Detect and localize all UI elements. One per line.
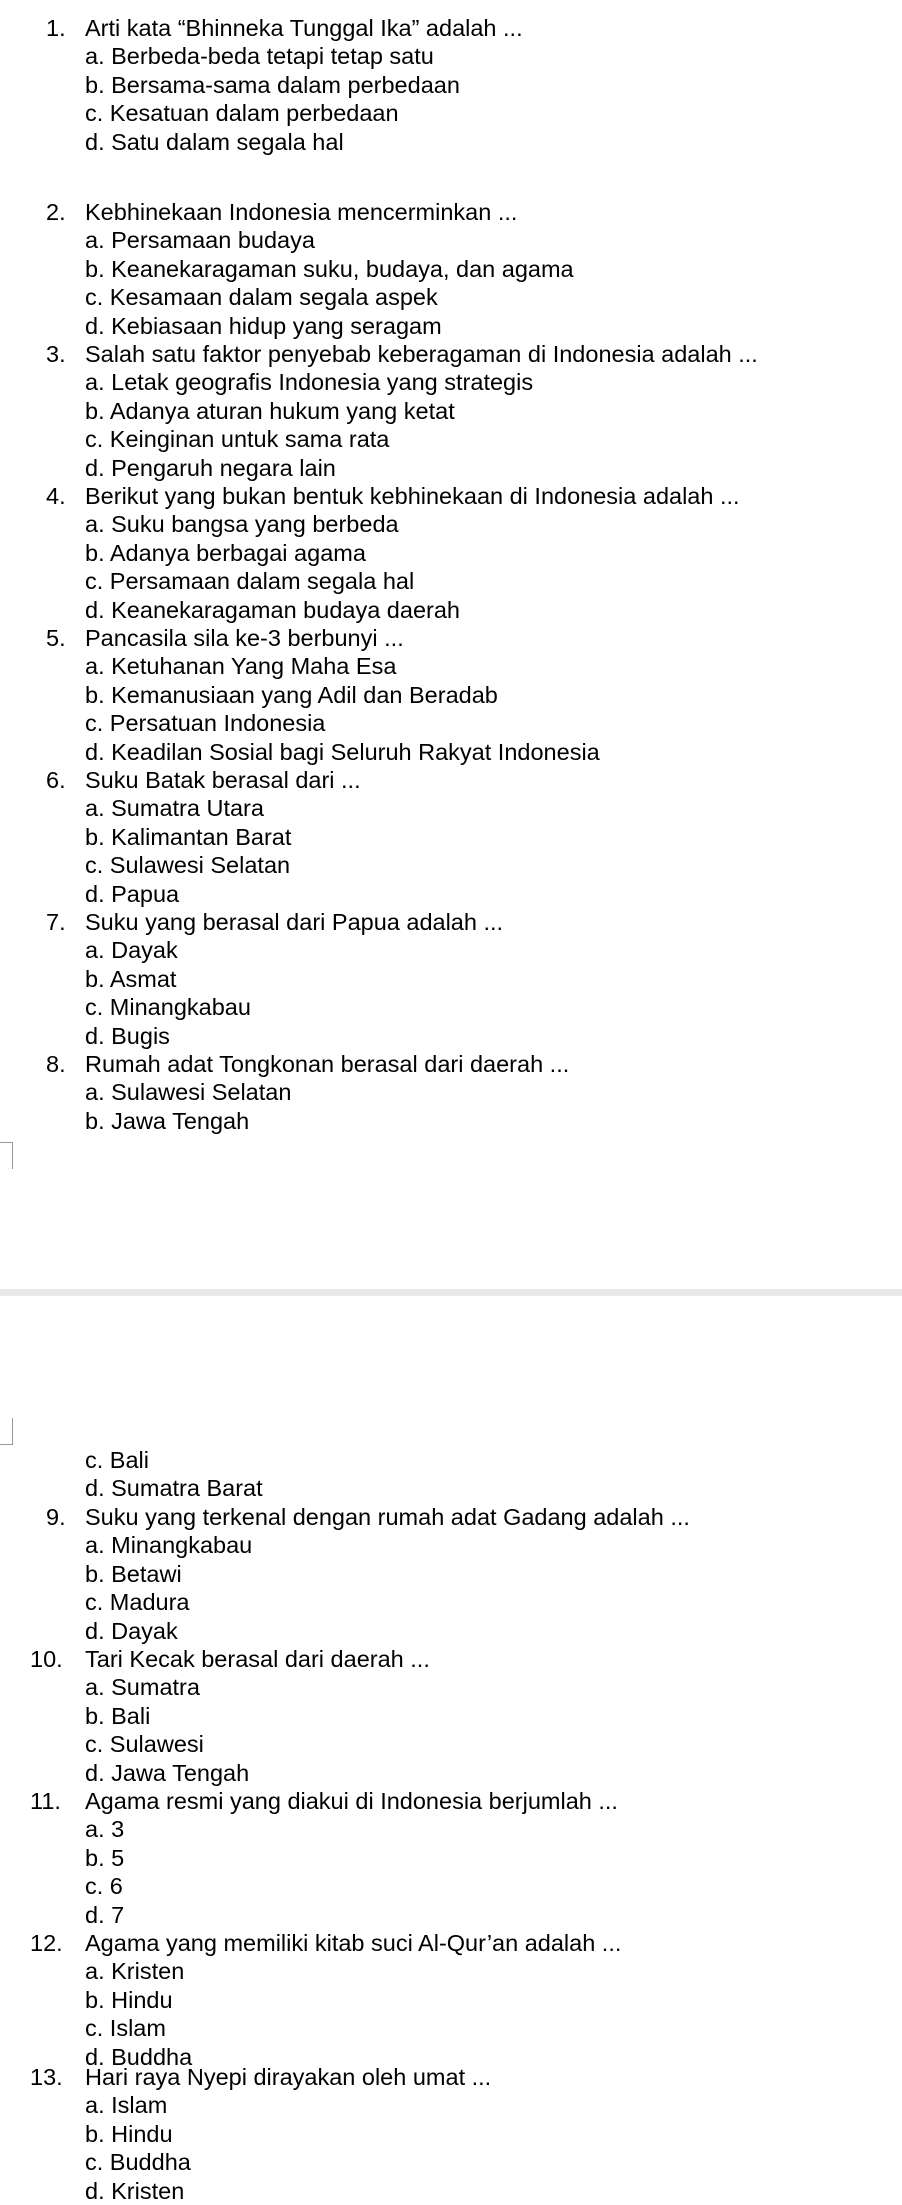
question-10 bbox=[0, 1645, 902, 1787]
option-a: a. Letak geografis Indonesia yang strategis bbox=[85, 369, 534, 396]
question-number: 10. bbox=[30, 1646, 63, 1672]
question-7 bbox=[0, 908, 902, 1050]
option-d: d. Buddha bbox=[85, 2043, 193, 2070]
question-text: Agama yang memiliki kitab suci Al-Qur’an adalah ... bbox=[85, 1930, 622, 1956]
question-number: 4. bbox=[46, 483, 66, 509]
option-a: a. Berbeda-beda tetapi tetap satu bbox=[85, 43, 434, 70]
question-text: Kebhinekaan Indonesia mencerminkan ... bbox=[85, 199, 518, 225]
option-b: b. Bali bbox=[85, 1702, 151, 1729]
question-number: 3. bbox=[46, 341, 66, 367]
option-b: b. Hindu bbox=[85, 1986, 173, 2013]
option-b: b. 5 bbox=[85, 1844, 125, 1871]
question-number: 7. bbox=[46, 909, 66, 935]
question-number: 12. bbox=[30, 1930, 63, 1956]
option-a: a. Suku bangsa yang berbeda bbox=[85, 511, 399, 538]
question-text: Salah satu faktor penyebab keberagaman di Indonesia adalah ... bbox=[85, 341, 758, 367]
option-d: d. Papua bbox=[85, 880, 180, 907]
question-number: 6. bbox=[46, 767, 66, 793]
option-d: d. Dayak bbox=[85, 1617, 178, 1644]
question-number: 11. bbox=[30, 1788, 61, 1814]
option-c: c. 6 bbox=[85, 1873, 123, 1900]
option-a: a. Persamaan budaya bbox=[85, 227, 315, 254]
option-a: a. Islam bbox=[85, 2092, 168, 2119]
option-d: d. Kristen bbox=[85, 2177, 185, 2204]
option-b: b. Keanekaragaman suku, budaya, dan agama bbox=[85, 255, 574, 282]
page-crop-mark bbox=[0, 1142, 13, 1169]
option-c: c. Madura bbox=[85, 1589, 190, 1616]
question-text: Pancasila sila ke-3 berbunyi ... bbox=[85, 625, 404, 651]
question-text: Suku yang terkenal dengan rumah adat Gadang adalah ... bbox=[85, 1504, 690, 1530]
option-a: a. Kristen bbox=[85, 1958, 185, 1985]
option-c: c. Bali bbox=[85, 1447, 149, 1473]
question-number: 13. bbox=[30, 2064, 63, 2090]
question-6 bbox=[0, 766, 902, 908]
option-d: d. Jawa Tengah bbox=[85, 1759, 250, 1786]
option-c: c. Sulawesi bbox=[85, 1731, 204, 1758]
option-b: b. Kemanusiaan yang Adil dan Beradab bbox=[85, 681, 498, 708]
option-c: c. Kesamaan dalam segala aspek bbox=[85, 284, 438, 311]
option-b: b. Asmat bbox=[85, 965, 177, 992]
option-a: a. 3 bbox=[85, 1816, 125, 1843]
option-d: d. 7 bbox=[85, 1901, 125, 1928]
option-a: a. Minangkabau bbox=[85, 1532, 253, 1559]
option-a: a. Sumatra Utara bbox=[85, 795, 264, 822]
option-b: b. Adanya aturan hukum yang ketat bbox=[85, 397, 455, 424]
question-8-continued bbox=[0, 1446, 902, 1503]
option-c: c. Buddha bbox=[85, 2149, 191, 2176]
question-9 bbox=[0, 1503, 902, 1645]
option-a: a. Ketuhanan Yang Maha Esa bbox=[85, 653, 397, 680]
option-d: d. Sumatra Barat bbox=[85, 1475, 263, 1502]
option-d: d. Keadilan Sosial bagi Seluruh Rakyat Indonesia bbox=[85, 738, 600, 765]
question-number: 2. bbox=[46, 199, 66, 225]
option-b: b. Adanya berbagai agama bbox=[85, 539, 366, 566]
option-c: c. Minangkabau bbox=[85, 994, 251, 1021]
question-2 bbox=[0, 198, 902, 340]
option-c: c. Islam bbox=[85, 2015, 166, 2042]
question-8 bbox=[0, 1050, 902, 1135]
option-b: b. Betawi bbox=[85, 1560, 182, 1587]
option-b: b. Hindu bbox=[85, 2120, 173, 2147]
question-text: Berikut yang bukan bentuk kebhinekaan di Indonesia adalah ... bbox=[85, 483, 740, 509]
option-d: d. Pengaruh negara lain bbox=[85, 454, 336, 481]
option-b: b. Jawa Tengah bbox=[85, 1107, 250, 1134]
option-a: a. Sulawesi Selatan bbox=[85, 1079, 292, 1106]
question-11 bbox=[0, 1787, 902, 1929]
option-c: c. Sulawesi Selatan bbox=[85, 852, 291, 879]
option-a: a. Dayak bbox=[85, 937, 178, 964]
option-b: b. Bersama-sama dalam perbedaan bbox=[85, 71, 460, 98]
page-crop-mark bbox=[0, 1418, 13, 1445]
question-number: 5. bbox=[46, 625, 66, 651]
question-text: Hari raya Nyepi dirayakan oleh umat ... bbox=[85, 2064, 492, 2090]
option-d: d. Kebiasaan hidup yang seragam bbox=[85, 312, 442, 339]
question-text: Suku yang berasal dari Papua adalah ... bbox=[85, 909, 504, 935]
question-5 bbox=[0, 624, 902, 766]
question-text: Tari Kecak berasal dari daerah ... bbox=[85, 1646, 430, 1672]
question-text: Arti kata “Bhinneka Tunggal Ika” adalah ... bbox=[85, 15, 523, 41]
question-4 bbox=[0, 482, 902, 624]
question-13 bbox=[0, 2063, 902, 2205]
option-d: d. Bugis bbox=[85, 1022, 170, 1049]
question-text: Rumah adat Tongkonan berasal dari daerah ... bbox=[85, 1051, 570, 1077]
option-c: c. Persatuan Indonesia bbox=[85, 710, 326, 737]
question-text: Agama resmi yang diakui di Indonesia berjumlah ... bbox=[85, 1788, 618, 1814]
question-3 bbox=[0, 340, 902, 482]
option-a: a. Sumatra bbox=[85, 1674, 200, 1701]
option-c: c. Kesatuan dalam perbedaan bbox=[85, 100, 399, 127]
option-c: c. Persamaan dalam segala hal bbox=[85, 568, 415, 595]
question-number: 9. bbox=[46, 1504, 66, 1530]
question-1 bbox=[0, 14, 902, 156]
question-text: Suku Batak berasal dari ... bbox=[85, 767, 361, 793]
question-number: 8. bbox=[46, 1051, 66, 1077]
option-d: d. Satu dalam segala hal bbox=[85, 128, 344, 155]
option-c: c. Keinginan untuk sama rata bbox=[85, 426, 390, 453]
question-number: 1. bbox=[46, 15, 66, 41]
question-12 bbox=[0, 1929, 902, 2071]
option-d: d. Keanekaragaman budaya daerah bbox=[85, 596, 460, 623]
option-b: b. Kalimantan Barat bbox=[85, 823, 292, 850]
